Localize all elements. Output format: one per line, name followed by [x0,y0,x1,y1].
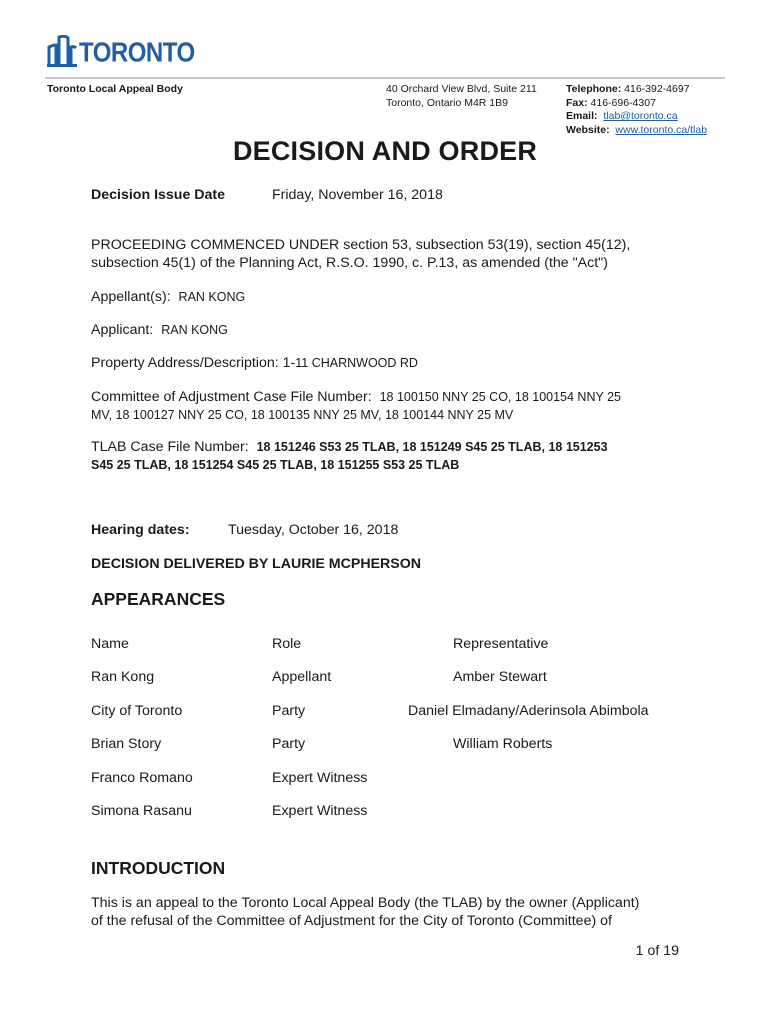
property-row [91,354,418,372]
row-1-rep: Amber Stewart [453,669,547,685]
issue-date-value: Friday, November 16, 2018 [272,187,443,203]
appellant-label: Appellant(s): [91,289,171,305]
fax-label: Fax: [566,96,588,109]
row-3-name: Brian Story [91,736,162,752]
tlab-file-value-2: S45 25 TLAB, 18 151254 S45 25 TLAB, 18 151255 S53 25 TLAB [91,458,460,472]
applicant-row [91,321,228,339]
proceeding-text [91,236,630,272]
property-label: Property Address/Description: [91,355,279,371]
email-label: Email: [566,110,598,122]
office-address [386,83,537,110]
contact-info [566,83,707,137]
col-header-representative: Representative [453,636,549,652]
telephone-value: 416-392-4697 [624,83,690,95]
appellant-row [91,288,245,306]
coa-file-label: Committee of Adjustment Case File Number: [91,389,372,405]
website-label: Website: [566,123,610,136]
col-header-name: Name [91,636,129,652]
tlab-file-row [91,438,608,474]
city-hall-icon [47,35,77,67]
email-link[interactable]: tlab@toronto.ca [603,110,678,122]
row-2-rep: Daniel Elmadany/Aderinsola Abimbola [408,703,649,719]
coa-file-line-1 [91,388,621,406]
row-3-role: Party [272,736,306,752]
toronto-logo [47,33,195,67]
row-1-role: Appellant [272,669,332,685]
address-line-2: Toronto, Ontario M4R 1B9 [386,96,508,109]
coa-file-value-1: 18 100150 NNY 25 CO, 18 100154 NNY 25 [379,390,621,404]
website-link[interactable]: www.toronto.ca/tlab [615,123,708,136]
header-divider [45,77,725,79]
website-row [566,124,707,138]
applicant-value: RAN KONG [161,323,228,337]
row-2-name: City of Toronto [91,703,183,719]
fax-value: 416-696-4307 [590,96,656,109]
tlab-file-label: TLAB Case File Number: [91,439,249,455]
appearances-heading: APPEARANCES [91,589,226,609]
introduction-heading: INTRODUCTION [91,858,226,878]
telephone-label: Telephone: [566,83,622,95]
property-value: 11 CHARNWOOD RD [295,356,418,370]
proceeding-line-1: PROCEEDING COMMENCED UNDER section 53, subsection 53(19), section 45(12), [91,237,631,253]
property-value-prefix: 1- [282,355,296,371]
org-name: Toronto Local Appeal Body [47,83,183,95]
col-header-role: Role [272,636,302,652]
coa-file-row [91,388,621,424]
fax-row [566,97,707,111]
logo-wordmark: TORONTO [79,37,195,69]
introduction-line-1: This is an appeal to the Toronto Local Appeal Body (the TLAB) by the owner (Applicant) [91,895,640,911]
issue-date-label: Decision Issue Date [91,187,226,203]
introduction-line-2: of the refusal of the Committee of Adjustment for the City of Toronto (Committee) of [91,913,612,929]
proceeding-line-2: subsection 45(1) of the Planning Act, R.S.O. 1990, c. P.13, as amended (the "Act") [91,255,608,271]
row-5-name: Simona Rasanu [91,803,192,819]
delivered-by: DECISION DELIVERED BY LAURIE MCPHERSON [91,556,422,572]
introduction-text [91,894,639,930]
coa-file-value-2: MV, 18 100127 NNY 25 CO, 18 100135 NNY 25 MV, 18 100144 NNY 25 MV [91,408,514,422]
row-3-rep: William Roberts [453,736,553,752]
row-4-role: Expert Witness [272,770,368,786]
document-title: DECISION AND ORDER [232,136,538,166]
applicant-label: Applicant: [91,322,154,338]
address-line-1: 40 Orchard View Blvd, Suite 211 [386,83,537,95]
row-4-name: Franco Romano [91,770,193,786]
appellant-value: RAN KONG [178,290,246,304]
row-1-name: Ran Kong [91,669,155,685]
tlab-file-value-1: 18 151246 S53 25 TLAB, 18 151249 S45 25 TLAB, 18 151253 [256,440,608,454]
tlab-file-line-1 [91,438,608,456]
row-2-role: Party [272,703,306,719]
hearing-value: Tuesday, October 16, 2018 [228,522,399,538]
page-number: 1 of 19 [635,943,679,959]
email-row [566,110,707,124]
hearing-label: Hearing dates: [91,522,190,538]
row-5-role: Expert Witness [272,803,368,819]
telephone-row [566,83,707,97]
